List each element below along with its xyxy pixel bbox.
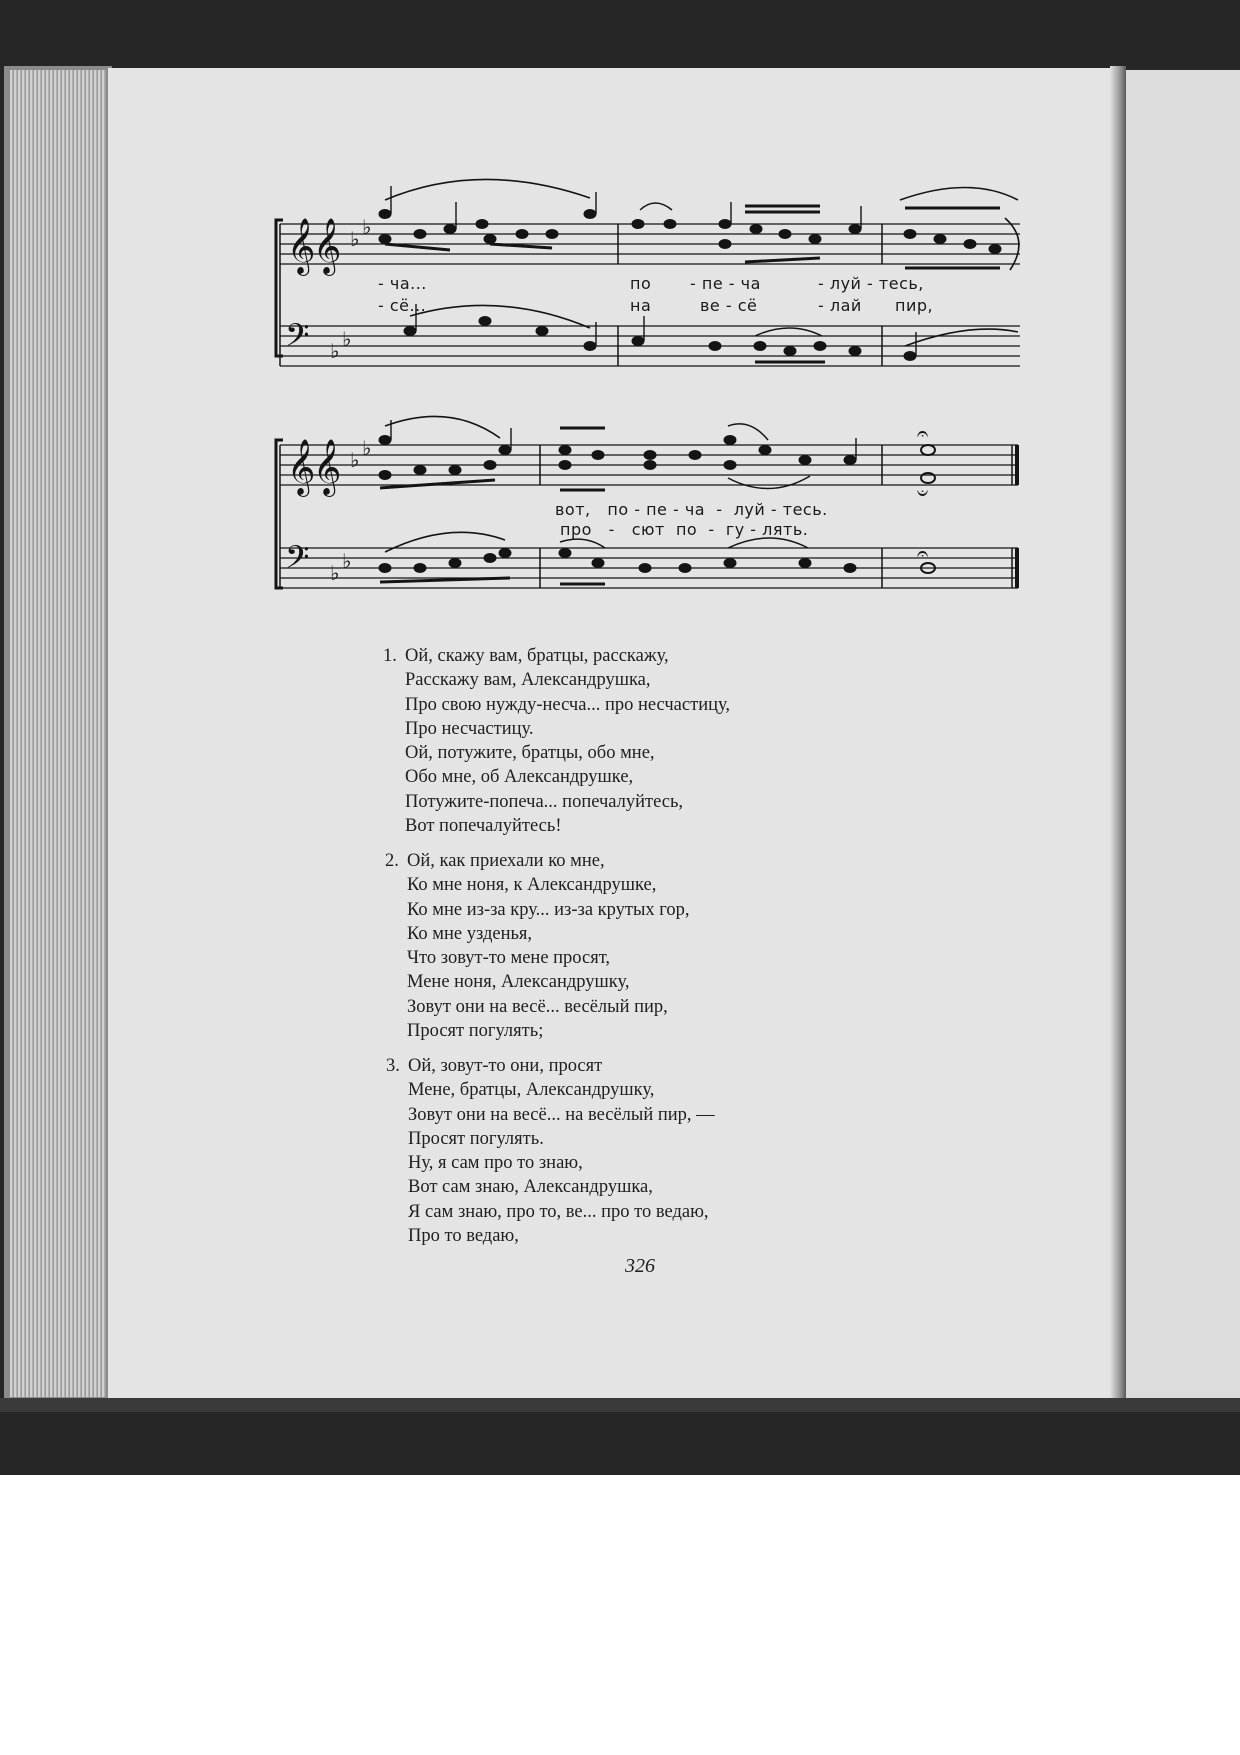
verse-line: Зовут они на весё... на весёлый пир, — bbox=[408, 1104, 715, 1125]
flat-icon: ♭ bbox=[330, 339, 340, 363]
system-1-lyric-bottom-3: ве - сё bbox=[700, 296, 758, 315]
verse-line: Просят погулять. bbox=[408, 1128, 544, 1149]
note bbox=[476, 220, 488, 229]
verse-line: Ой, потужите, братцы, обо мне, bbox=[405, 743, 655, 764]
system-1-lyric-top-3: - пе - ча bbox=[690, 274, 761, 293]
flat-icon: ♭ bbox=[362, 215, 372, 239]
verse-3 bbox=[386, 1054, 715, 1248]
note bbox=[484, 235, 496, 244]
verse-2 bbox=[385, 849, 690, 1043]
svg-text:♭: ♭ bbox=[350, 448, 360, 472]
verse-line: Ой, как приехали ко мне, bbox=[407, 851, 605, 871]
treble-clef-icon: 𝄞 bbox=[313, 439, 342, 495]
verse-line: Что зовут-то мене просят, bbox=[407, 948, 611, 969]
verse-line: Про несчастицу. bbox=[405, 718, 534, 739]
note bbox=[546, 230, 558, 239]
note bbox=[584, 210, 596, 219]
system-2-lyric-bottom: про - сют по - гу - лять. bbox=[560, 520, 809, 539]
verse-line: Ой, скажу вам, братцы, расскажу, bbox=[405, 646, 669, 666]
svg-text:♭: ♭ bbox=[342, 549, 352, 573]
note bbox=[379, 235, 391, 244]
verse-number: 3. bbox=[386, 1056, 400, 1076]
verse-line: Мене, братцы, Александрушку, bbox=[408, 1080, 655, 1101]
svg-text:♭: ♭ bbox=[330, 561, 340, 585]
verse-number: 2. bbox=[385, 851, 399, 871]
note bbox=[379, 210, 391, 219]
system-1-lyric-bottom-4: - лай bbox=[818, 296, 862, 315]
system-2-lyric-top: вот, по - пе - ча - луй - тесь. bbox=[555, 500, 828, 519]
treble-clef-icon: 𝄞 bbox=[313, 218, 342, 274]
system-1 bbox=[276, 179, 1020, 366]
verse-1 bbox=[383, 644, 731, 838]
verse-line: Я сам знаю, про то, ве... про то ведаю, bbox=[408, 1201, 709, 1222]
treble-clef-icon: 𝄞 bbox=[287, 218, 316, 274]
flat-icon: ♭ bbox=[350, 227, 360, 251]
verse-line: Ко мне узденья, bbox=[407, 923, 533, 944]
fermata-icon: 𝄐 bbox=[917, 421, 929, 445]
system-1-lyric-top-4: - луй - тесь, bbox=[818, 274, 924, 293]
verse-line: Вот сам знаю, Александрушка, bbox=[408, 1177, 653, 1198]
fermata-icon: 𝄐 bbox=[917, 541, 929, 565]
system-1-lyric-bottom-1: - сё... bbox=[378, 296, 427, 315]
treble-clef-icon: 𝄞 bbox=[287, 439, 316, 495]
verse-line: Зовут они на весё... весёлый пир, bbox=[407, 996, 668, 1017]
verse-line: Про свою нужду-несча... про несчастицу, bbox=[405, 694, 731, 715]
verse-line: Потужите-попеча... попечалуйтесь, bbox=[405, 791, 684, 812]
verse-line: Обо мне, об Александрушке, bbox=[405, 767, 634, 788]
system-1-lyric-top-2: по bbox=[630, 274, 652, 293]
svg-text:♭: ♭ bbox=[362, 436, 372, 460]
system-1-lyric-top-1: - ча... bbox=[378, 274, 427, 293]
page-number: 326 bbox=[625, 1255, 655, 1277]
bass-clef-icon: 𝄢 bbox=[285, 317, 310, 361]
verse-line: Ну, я сам про то знаю, bbox=[408, 1153, 583, 1174]
note bbox=[414, 230, 426, 239]
verse-line: Вот попечалуйтесь! bbox=[405, 816, 562, 837]
verse-number: 1. bbox=[383, 646, 397, 666]
note bbox=[444, 225, 456, 234]
fermata-icon: 𝄑 bbox=[917, 481, 929, 505]
system-1-lyric-bottom-5: пир, bbox=[895, 296, 934, 315]
verse-line: Ко мне из-за кру... из-за крутых гор, bbox=[407, 899, 690, 920]
note bbox=[516, 230, 528, 239]
bass-clef-icon: 𝄢 bbox=[285, 539, 310, 583]
verse-line: Мене ноня, Александрушку, bbox=[407, 972, 630, 993]
verse-line: Просят погулять; bbox=[407, 1021, 544, 1042]
flat-icon: ♭ bbox=[342, 327, 352, 351]
verse-line: Расскажу вам, Александрушка, bbox=[405, 670, 651, 691]
verse-line: Ко мне ноня, к Александрушке, bbox=[407, 875, 657, 896]
verse-line: Про то ведаю, bbox=[408, 1226, 519, 1247]
verse-line: Ой, зовут-то они, просят bbox=[408, 1056, 603, 1076]
system-1-lyric-bottom-2: на bbox=[630, 296, 652, 315]
